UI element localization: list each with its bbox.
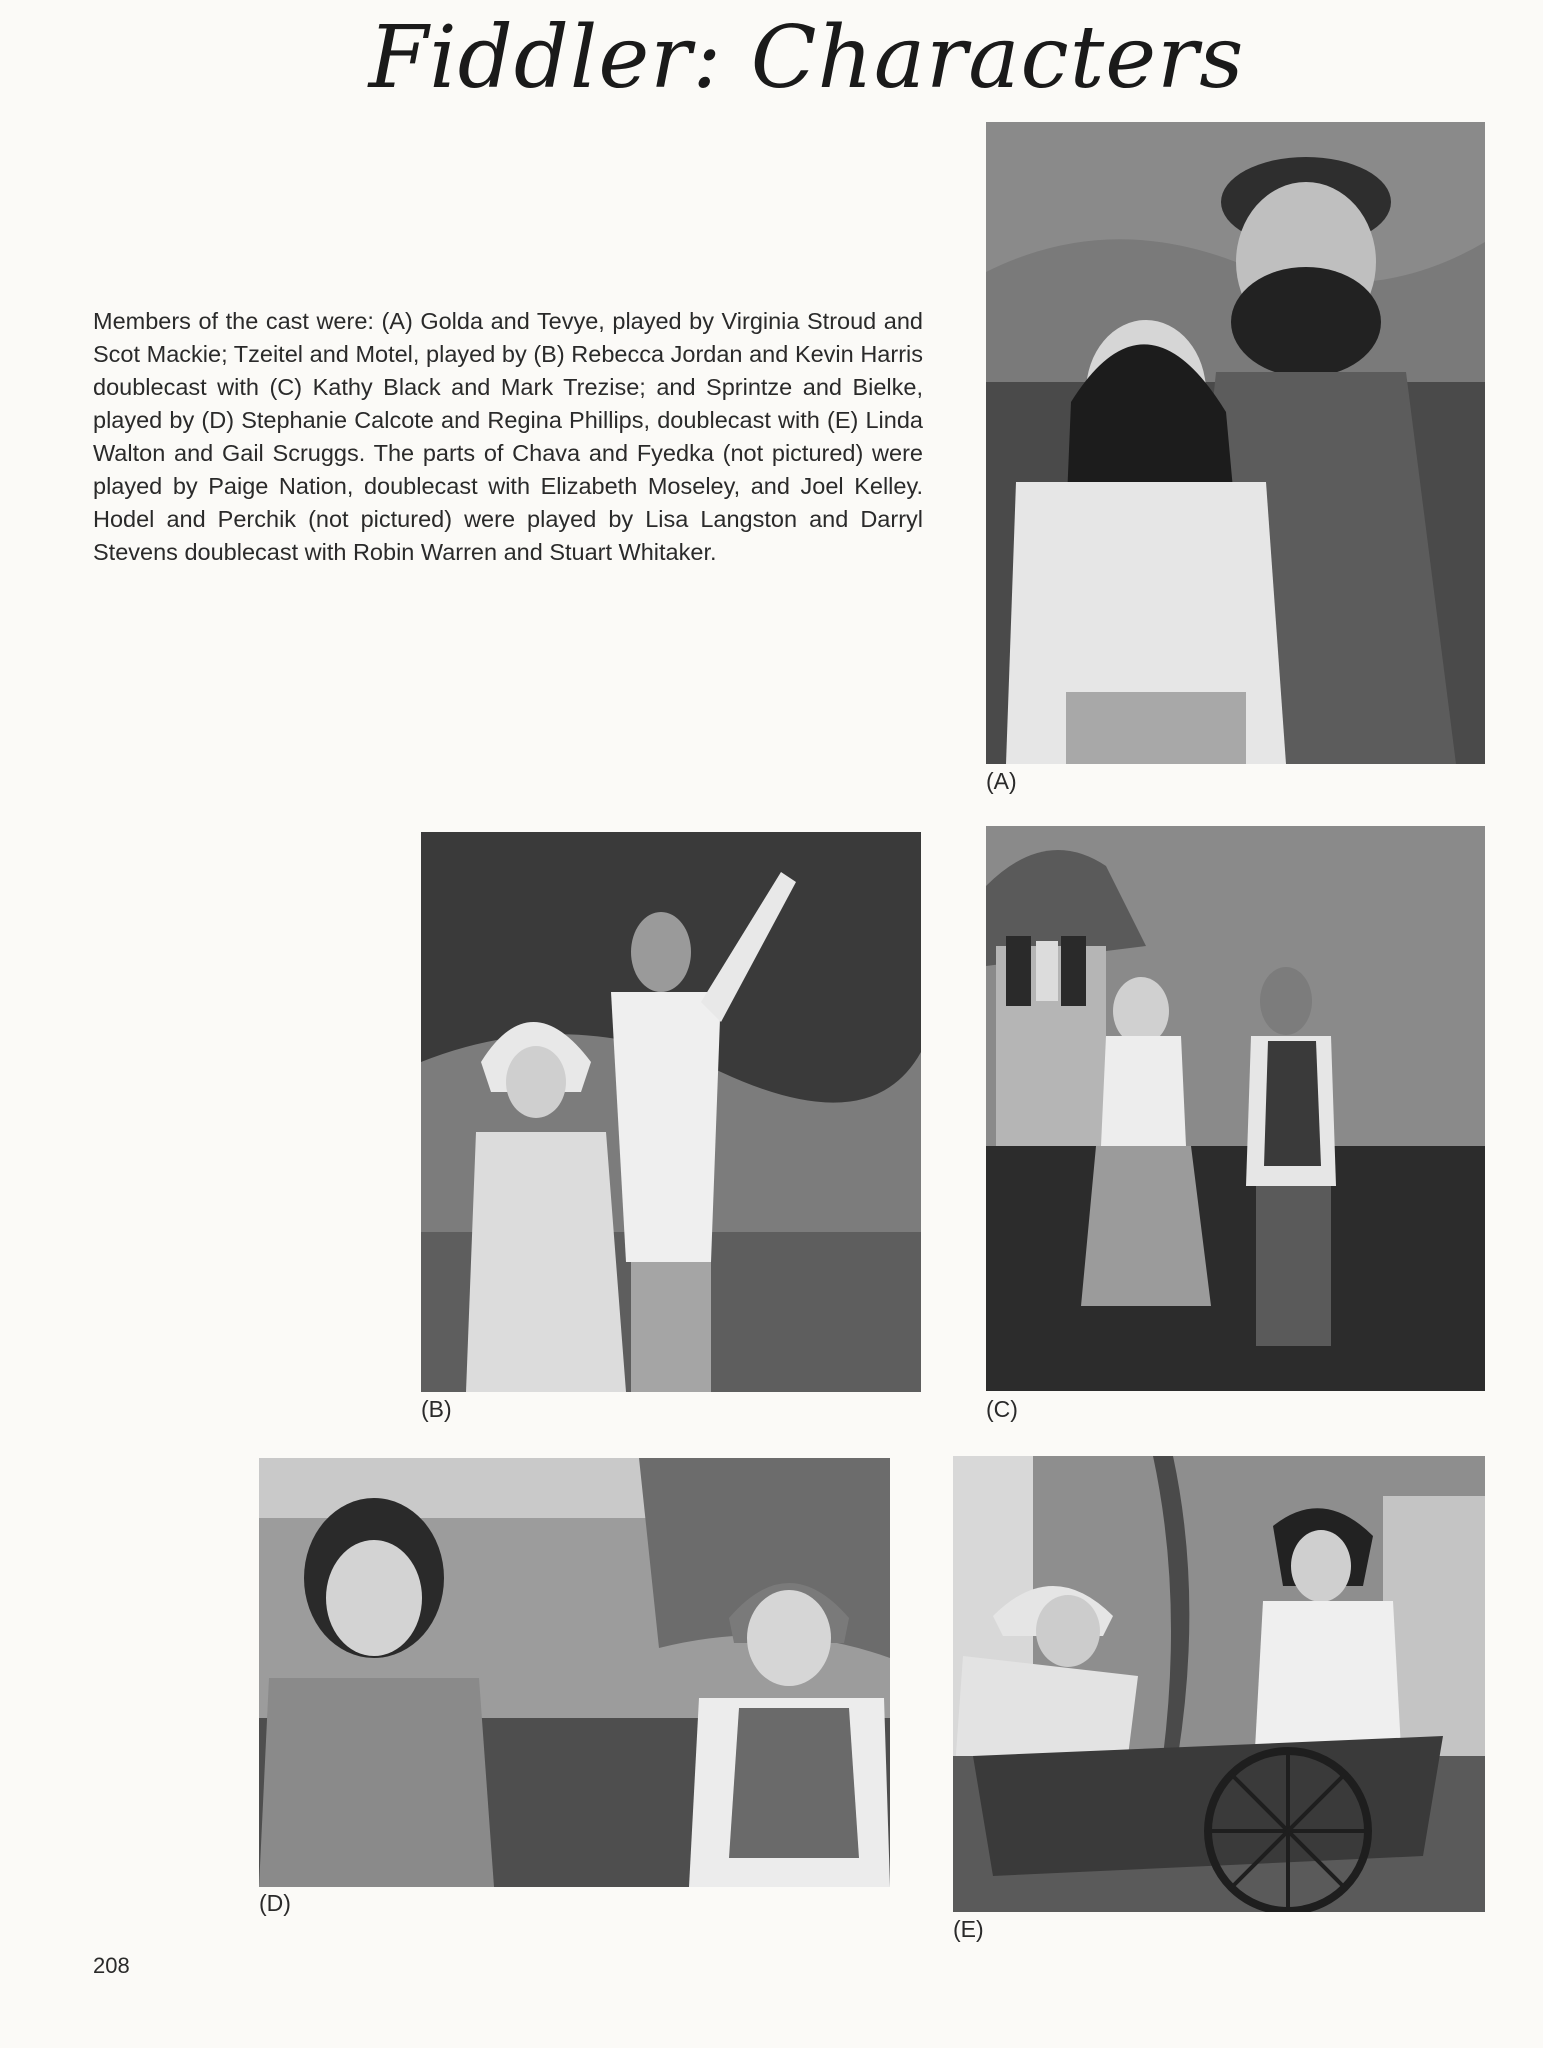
photo-d-image (259, 1458, 890, 1887)
photo-b (421, 832, 921, 1392)
page-number: 208 (93, 1953, 130, 1978)
photo-a (986, 122, 1485, 764)
page-title: Fiddler: Characters (368, 8, 1245, 108)
photo-e (953, 1456, 1485, 1912)
photo-e-image (953, 1456, 1485, 1912)
cast-caption: Members of the cast were: (A) Golda and Tevye, played by Virginia Stroud and Scot Mackie; Tzeitel and Motel, played by (B) Rebecca Jordan and Kevin Harris doublecast with (C) Kathy Black and Mark Trezise; and Sprintze and Bielke, played by (D) Stephanie Calcote and Regina Phillips, doublecast with (E) Linda Walton and Gail Scruggs. The parts of Chava and Fyedka (not pictured) were played by Paige Nation, doublecast with Elizabeth Moseley, and Joel Kelley. Hodel and Perchik (not pictured) were played by Lisa Langston and Darryl Stevens doublecast with Robin Warren and Stuart Whitaker. (93, 308, 923, 565)
photo-a-image (986, 122, 1485, 764)
photo-a-label: (A) (986, 768, 1017, 794)
photo-d (259, 1458, 890, 1887)
photo-d-label: (D) (259, 1890, 291, 1916)
photo-e-label: (E) (953, 1916, 984, 1942)
photo-c (986, 826, 1485, 1391)
photo-b-image (421, 832, 921, 1392)
photo-c-image (986, 826, 1485, 1391)
photo-b-label: (B) (421, 1396, 452, 1422)
photo-c-label: (C) (986, 1396, 1018, 1422)
